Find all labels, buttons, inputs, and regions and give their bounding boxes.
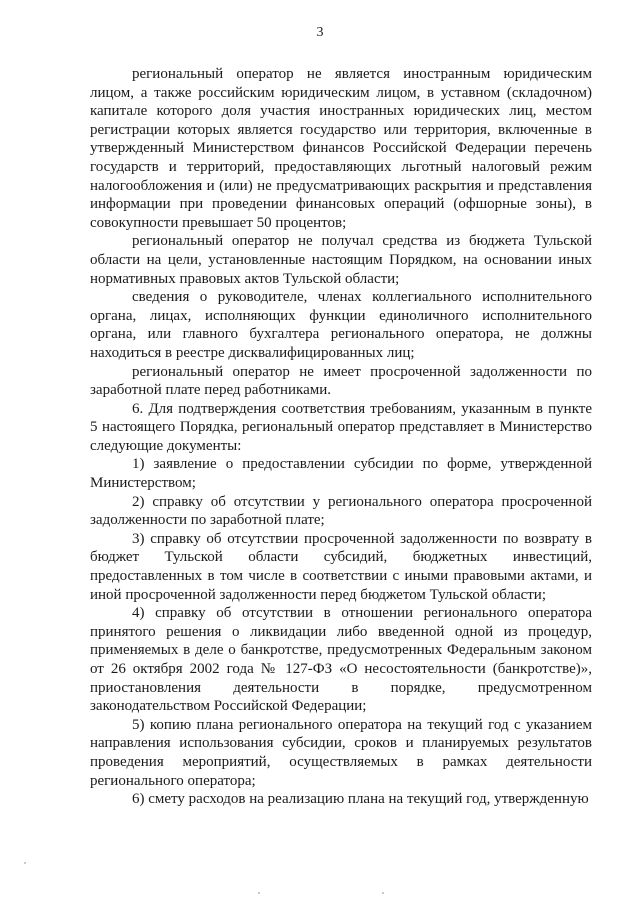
scan-artifact (24, 862, 26, 864)
list-item-2-wage-certificate: 2) справку об отсутствии у регионального оператора просроченной задолженности по заработной плате; (90, 493, 592, 529)
scan-artifact (258, 892, 260, 894)
page-number: 3 (316, 25, 324, 40)
list-item-5-plan-copy: 5) копию плана регионального оператора на текущий год с указанием направления использования субсидии, сроков и планируемых результатов проведения мероприятий, осуществляемых в рамках деятельности регионального оператора; (90, 716, 592, 789)
list-item-1-application: 1) заявление о предоставлении субсидии по форме, утвержденной Министерством; (90, 456, 592, 492)
paragraph-foreign-entity-condition: региональный оператор не является иностранным юридическим лицом, а также российским юридическим лицом, в уставном (складочном) капитале которого доля участия иностранных юридических лиц, местом регистрации которых является государство или территория, включенные в утвержденный Министерством финансов Российской Федерации перечень государств и территорий, предоставляющих льготный налоговый режим налогообложения и (или) не предусматривающих раскрытия и представления информации при проведении финансовых операций (офшорные зоны), в совокупности превышает 50 процентов; (90, 66, 592, 231)
list-item-3-budget-debt-certificate: 3) справку об отсутствии просроченной задолженности по возврату в бюджет Тульской области субсидий, бюджетных инвестиций, предоставленных в том числе в соответствии с иными правовыми актами, и иной просроченной задолженности перед бюджетом Тульской области; (90, 530, 592, 603)
paragraph-no-wage-arrears-condition: региональный оператор не имеет просроченной задолженности по заработной плате перед работниками. (90, 363, 592, 399)
document-body (90, 65, 592, 809)
paragraph-disqualified-persons-condition: сведения о руководителе, членах коллегиального исполнительного органа, лицах, исполняющих функции единоличного исполнительного органа, или главного бухгалтера регионального оператора, не должны находиться в реестре дисквалифицированных лиц; (90, 289, 592, 361)
list-item-6-cost-estimate: 6) смету расходов на реализацию плана на текущий год, утвержденную (132, 791, 589, 808)
scan-artifact (382, 892, 384, 894)
list-item-4-bankruptcy-certificate: 4) справку об отсутствии в отношении регионального оператора принятого решения о ликвидации либо введенной одной из процедур, применяемых в деле о банкротстве, предусмотренных Федеральным законом от 26 октября 2002 года № 127-ФЗ «О несостоятельности (банкротстве)», приостановления деятельности в порядке, предусмотренном законодательством Российской Федерации; (90, 605, 592, 715)
paragraph-item-6-documents: 6. Для подтверждения соответствия требованиям, указанным в пункте 5 настоящего Порядка, региональный оператор представляет в Министерство следующие документы: (90, 400, 592, 454)
paragraph-no-budget-funds-condition: региональный оператор не получал средства из бюджета Тульской области на цели, установленные настоящим Порядком, на основании иных нормативных правовых актов Тульской области; (90, 233, 592, 287)
